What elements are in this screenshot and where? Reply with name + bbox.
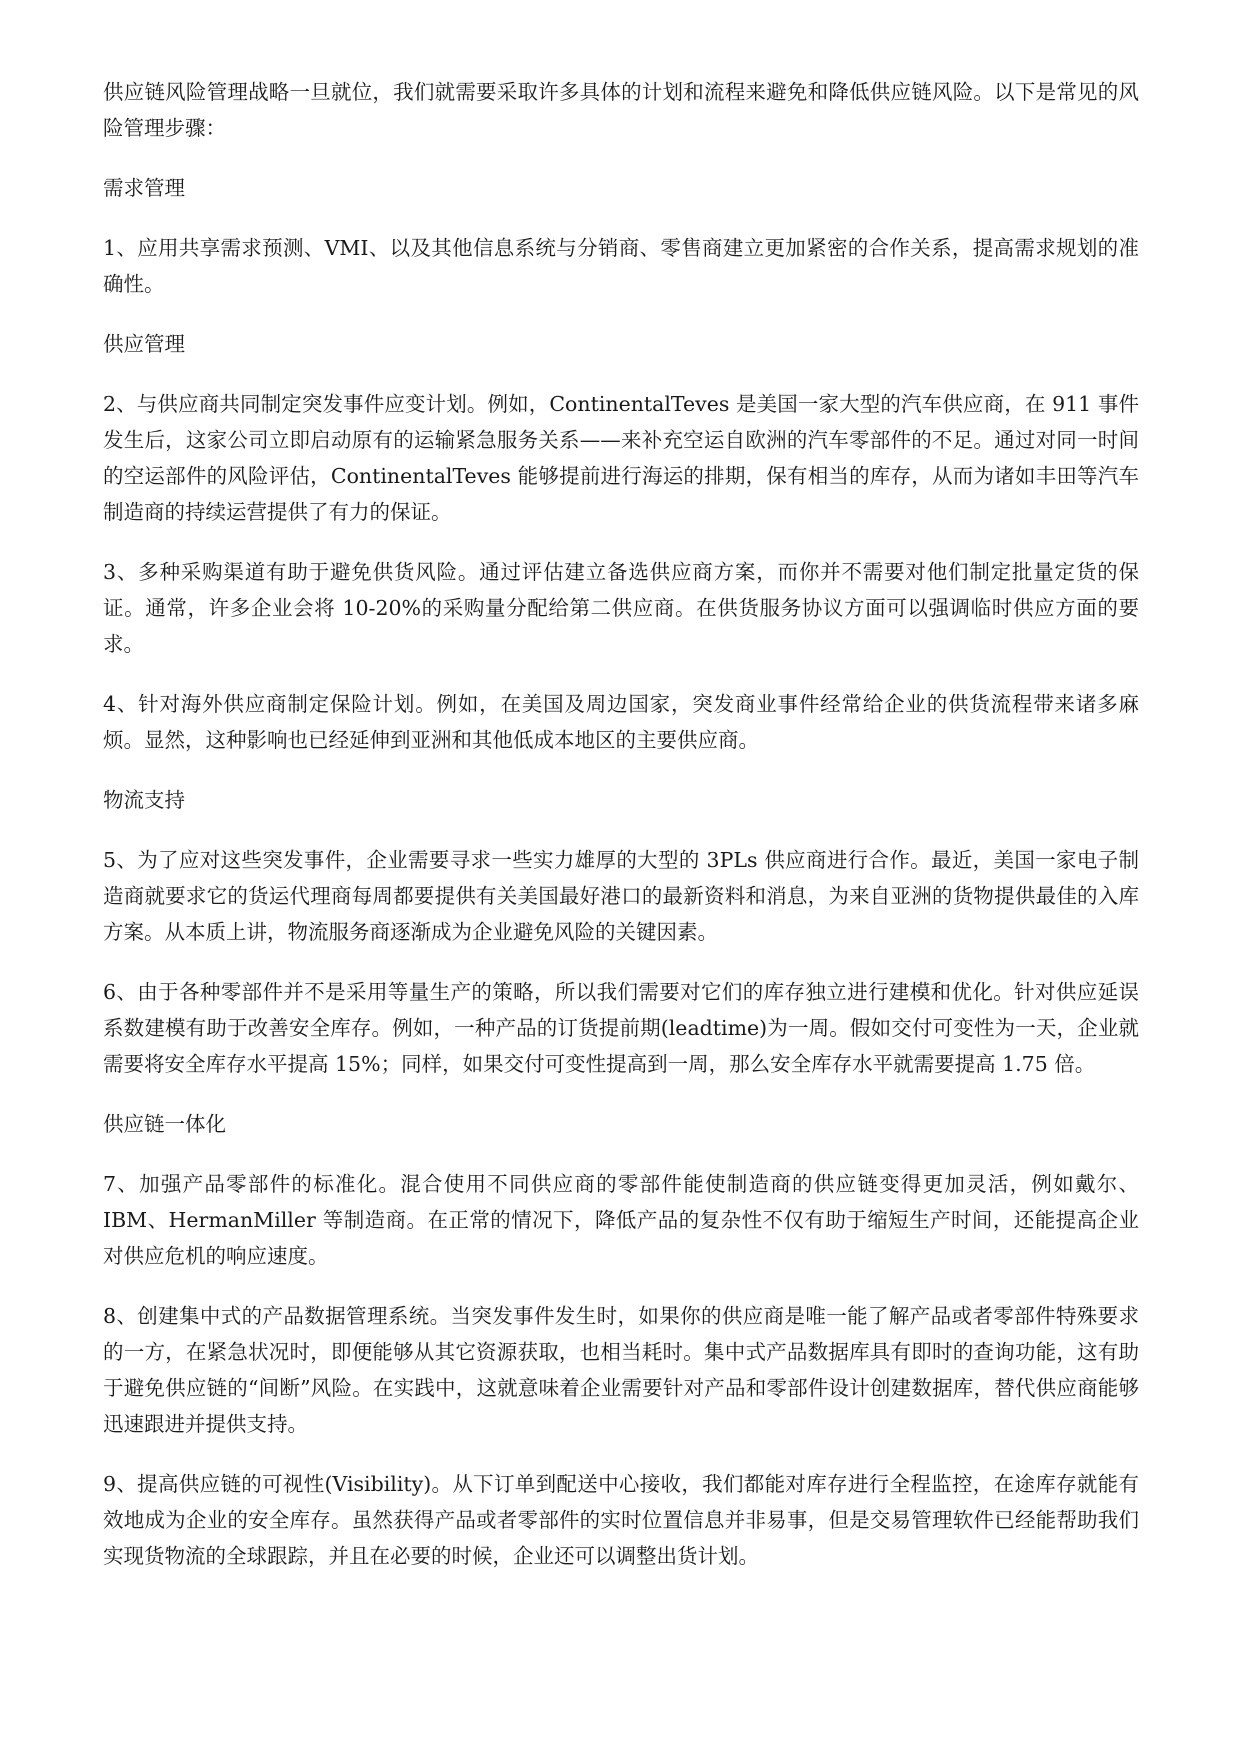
document-page xyxy=(103,74,1139,1598)
item-6-paragraph: 6、由于各种零部件并不是采用等量生产的策略，所以我们需要对它们的库存独立进行建模和优化。针对供应延误系数建模有助于改善安全库存。例如，一种产品的订货提前期(leadtime)为一周。假如交付可变性为一天，企业就需要将安全库存水平提高 15%；同样，如果交付可变性提高到一周，那么安全库存水平就需要提高 1.75 倍。 xyxy=(103,980,1139,1076)
section-heading-demand: 需求管理 xyxy=(103,176,185,200)
item-1-paragraph: 1、应用共享需求预测、VMI、以及其他信息系统与分销商、零售商建立更加紧密的合作关系，提高需求规划的准确性。 xyxy=(103,236,1139,296)
item-2-paragraph: 2、与供应商共同制定突发事件应变计划。例如，ContinentalTeves 是美国一家大型的汽车供应商，在 911 事件发生后，这家公司立即启动原有的运输紧急服务关系——来补充空运自欧洲的汽车零部件的不足。通过对同一时间的空运部件的风险评估，ContinentalTeves 能够提前进行海运的排期，保有相当的库存，从而为诸如丰田等汽车制造商的持续运营提供了有力的保证。 xyxy=(103,392,1139,524)
item-5-paragraph: 5、为了应对这些突发事件，企业需要寻求一些实力雄厚的大型的 3PLs 供应商进行合作。最近，美国一家电子制造商就要求它的货运代理商每周都要提供有关美国最好港口的最新资料和消息，为来自亚洲的货物提供最佳的入库方案。从本质上讲，物流服务商逐渐成为企业避免风险的关键因素。 xyxy=(103,848,1139,944)
section-heading-logistics: 物流支持 xyxy=(103,788,185,812)
item-4-paragraph: 4、针对海外供应商制定保险计划。例如，在美国及周边国家，突发商业事件经常给企业的供货流程带来诸多麻烦。显然，这种影响也已经延伸到亚洲和其他低成本地区的主要供应商。 xyxy=(103,692,1139,752)
item-7-paragraph: 7、加强产品零部件的标准化。混合使用不同供应商的零部件能使制造商的供应链变得更加灵活，例如戴尔、IBM、HermanMiller 等制造商。在正常的情况下，降低产品的复杂性不仅有助于缩短生产时间，还能提高企业对供应危机的响应速度。 xyxy=(103,1172,1139,1268)
intro-paragraph: 供应链风险管理战略一旦就位，我们就需要采取许多具体的计划和流程来避免和降低供应链风险。以下是常见的风险管理步骤： xyxy=(103,80,1139,140)
item-3-paragraph: 3、多种采购渠道有助于避免供货风险。通过评估建立备选供应商方案，而你并不需要对他们制定批量定货的保证。通常，许多企业会将 10-20%的采购量分配给第二供应商。在供货服务协议方面可以强调临时供应方面的要求。 xyxy=(103,560,1139,656)
section-heading-integration: 供应链一体化 xyxy=(103,1112,226,1136)
section-heading-supply: 供应管理 xyxy=(103,332,185,356)
item-8-paragraph: 8、创建集中式的产品数据管理系统。当突发事件发生时，如果你的供应商是唯一能了解产品或者零部件特殊要求的一方，在紧急状况时，即便能够从其它资源获取，也相当耗时。集中式产品数据库具有即时的查询功能，这有助于避免供应链的“间断”风险。在实践中，这就意味着企业需要针对产品和零部件设计创建数据库，替代供应商能够迅速跟进并提供支持。 xyxy=(103,1304,1139,1436)
item-9-paragraph: 9、提高供应链的可视性(Visibility)。从下订单到配送中心接收，我们都能对库存进行全程监控，在途库存就能有效地成为企业的安全库存。虽然获得产品或者零部件的实时位置信息并非易事，但是交易管理软件已经能帮助我们实现货物流的全球跟踪，并且在必要的时候，企业还可以调整出货计划。 xyxy=(103,1472,1139,1568)
